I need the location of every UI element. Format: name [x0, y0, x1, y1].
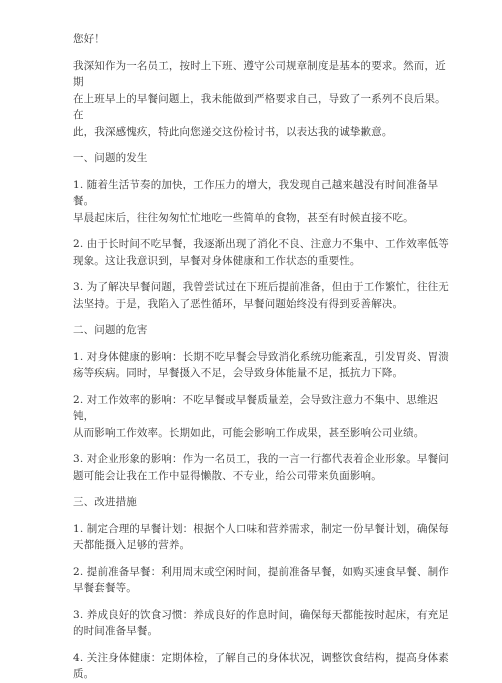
paragraph: 3. 为了解决早餐问题，我曾尝试过在下班后提前准备，但由于工作繁忙，往往无 法坚持。于是，我陷入了恶性循环，早餐问题始终没有得到妥善解决。: [73, 281, 449, 310]
section-heading-measures: 三、改进措施: [73, 496, 137, 508]
paragraph: 1. 制定合理的早餐计划：根据个人口味和营养需求，制定一份早餐计划，确保每 天都能摄入足够的营养。: [73, 522, 449, 551]
section-heading-harm: 二、问题的危害: [73, 324, 148, 336]
paragraph: 1. 对身体健康的影响：长期不吃早餐会导致消化系统功能紊乱，引发胃炎、胃溃 疡等疾病。同时，早餐摄入不足，会导致身体能量不足，抵抗力下降。: [73, 350, 449, 379]
paragraph: 3. 养成良好的饮食习惯：养成良好的作息时间，确保每天都能按时起床，有充足 的时间准备早餐。: [73, 608, 449, 637]
paragraph: 4. 关注身体健康：定期体检，了解自己的身体状况，调整饮食结构，提高身体素 质。: [73, 651, 449, 680]
paragraph: 2. 提前准备早餐：利用周末或空闲时间，提前准备早餐，如购买速食早餐、制作 早餐套餐等。: [73, 565, 449, 594]
section-heading-occurrence: 一、问题的发生: [73, 152, 148, 164]
paragraph: 1. 随着生活节奏的加快，工作压力的增大，我发现自己越来越没有时间准备早餐。 早晨起床后，往往匆匆忙忙地吃一些简单的食物，甚至有时候直接不吃。: [73, 178, 439, 224]
greeting: 您好！: [73, 33, 105, 45]
intro-paragraph: 我深知作为一名员工，按时上下班、遵守公司规章制度是基本的要求。然而，近期 在上班早上的早餐问题上，我未能做到严格要求自己，导致了一系列不良后果。在 此，我深感愧疚，特此向您递交这份检讨书，以表达我的诚挚歉意。: [73, 59, 446, 138]
paragraph: 2. 由于长时间不吃早餐，我逐渐出现了消化不良、注意力不集中、工作效率低等 现象。这让我意识到，早餐对身体健康和工作状态的重要性。: [73, 238, 449, 267]
paragraph: 3. 对企业形象的影响：作为一名员工，我的一言一行都代表着企业形象。早餐问 题可能会让我在工作中显得懒散、不专业，给公司带来负面影响。: [73, 453, 449, 482]
paragraph: 2. 对工作效率的影响：不吃早餐或早餐质量差，会导致注意力不集中、思维迟钝， 从而影响工作效率。长期如此，可能会影响工作成果，甚至影响公司业绩。: [73, 393, 439, 439]
